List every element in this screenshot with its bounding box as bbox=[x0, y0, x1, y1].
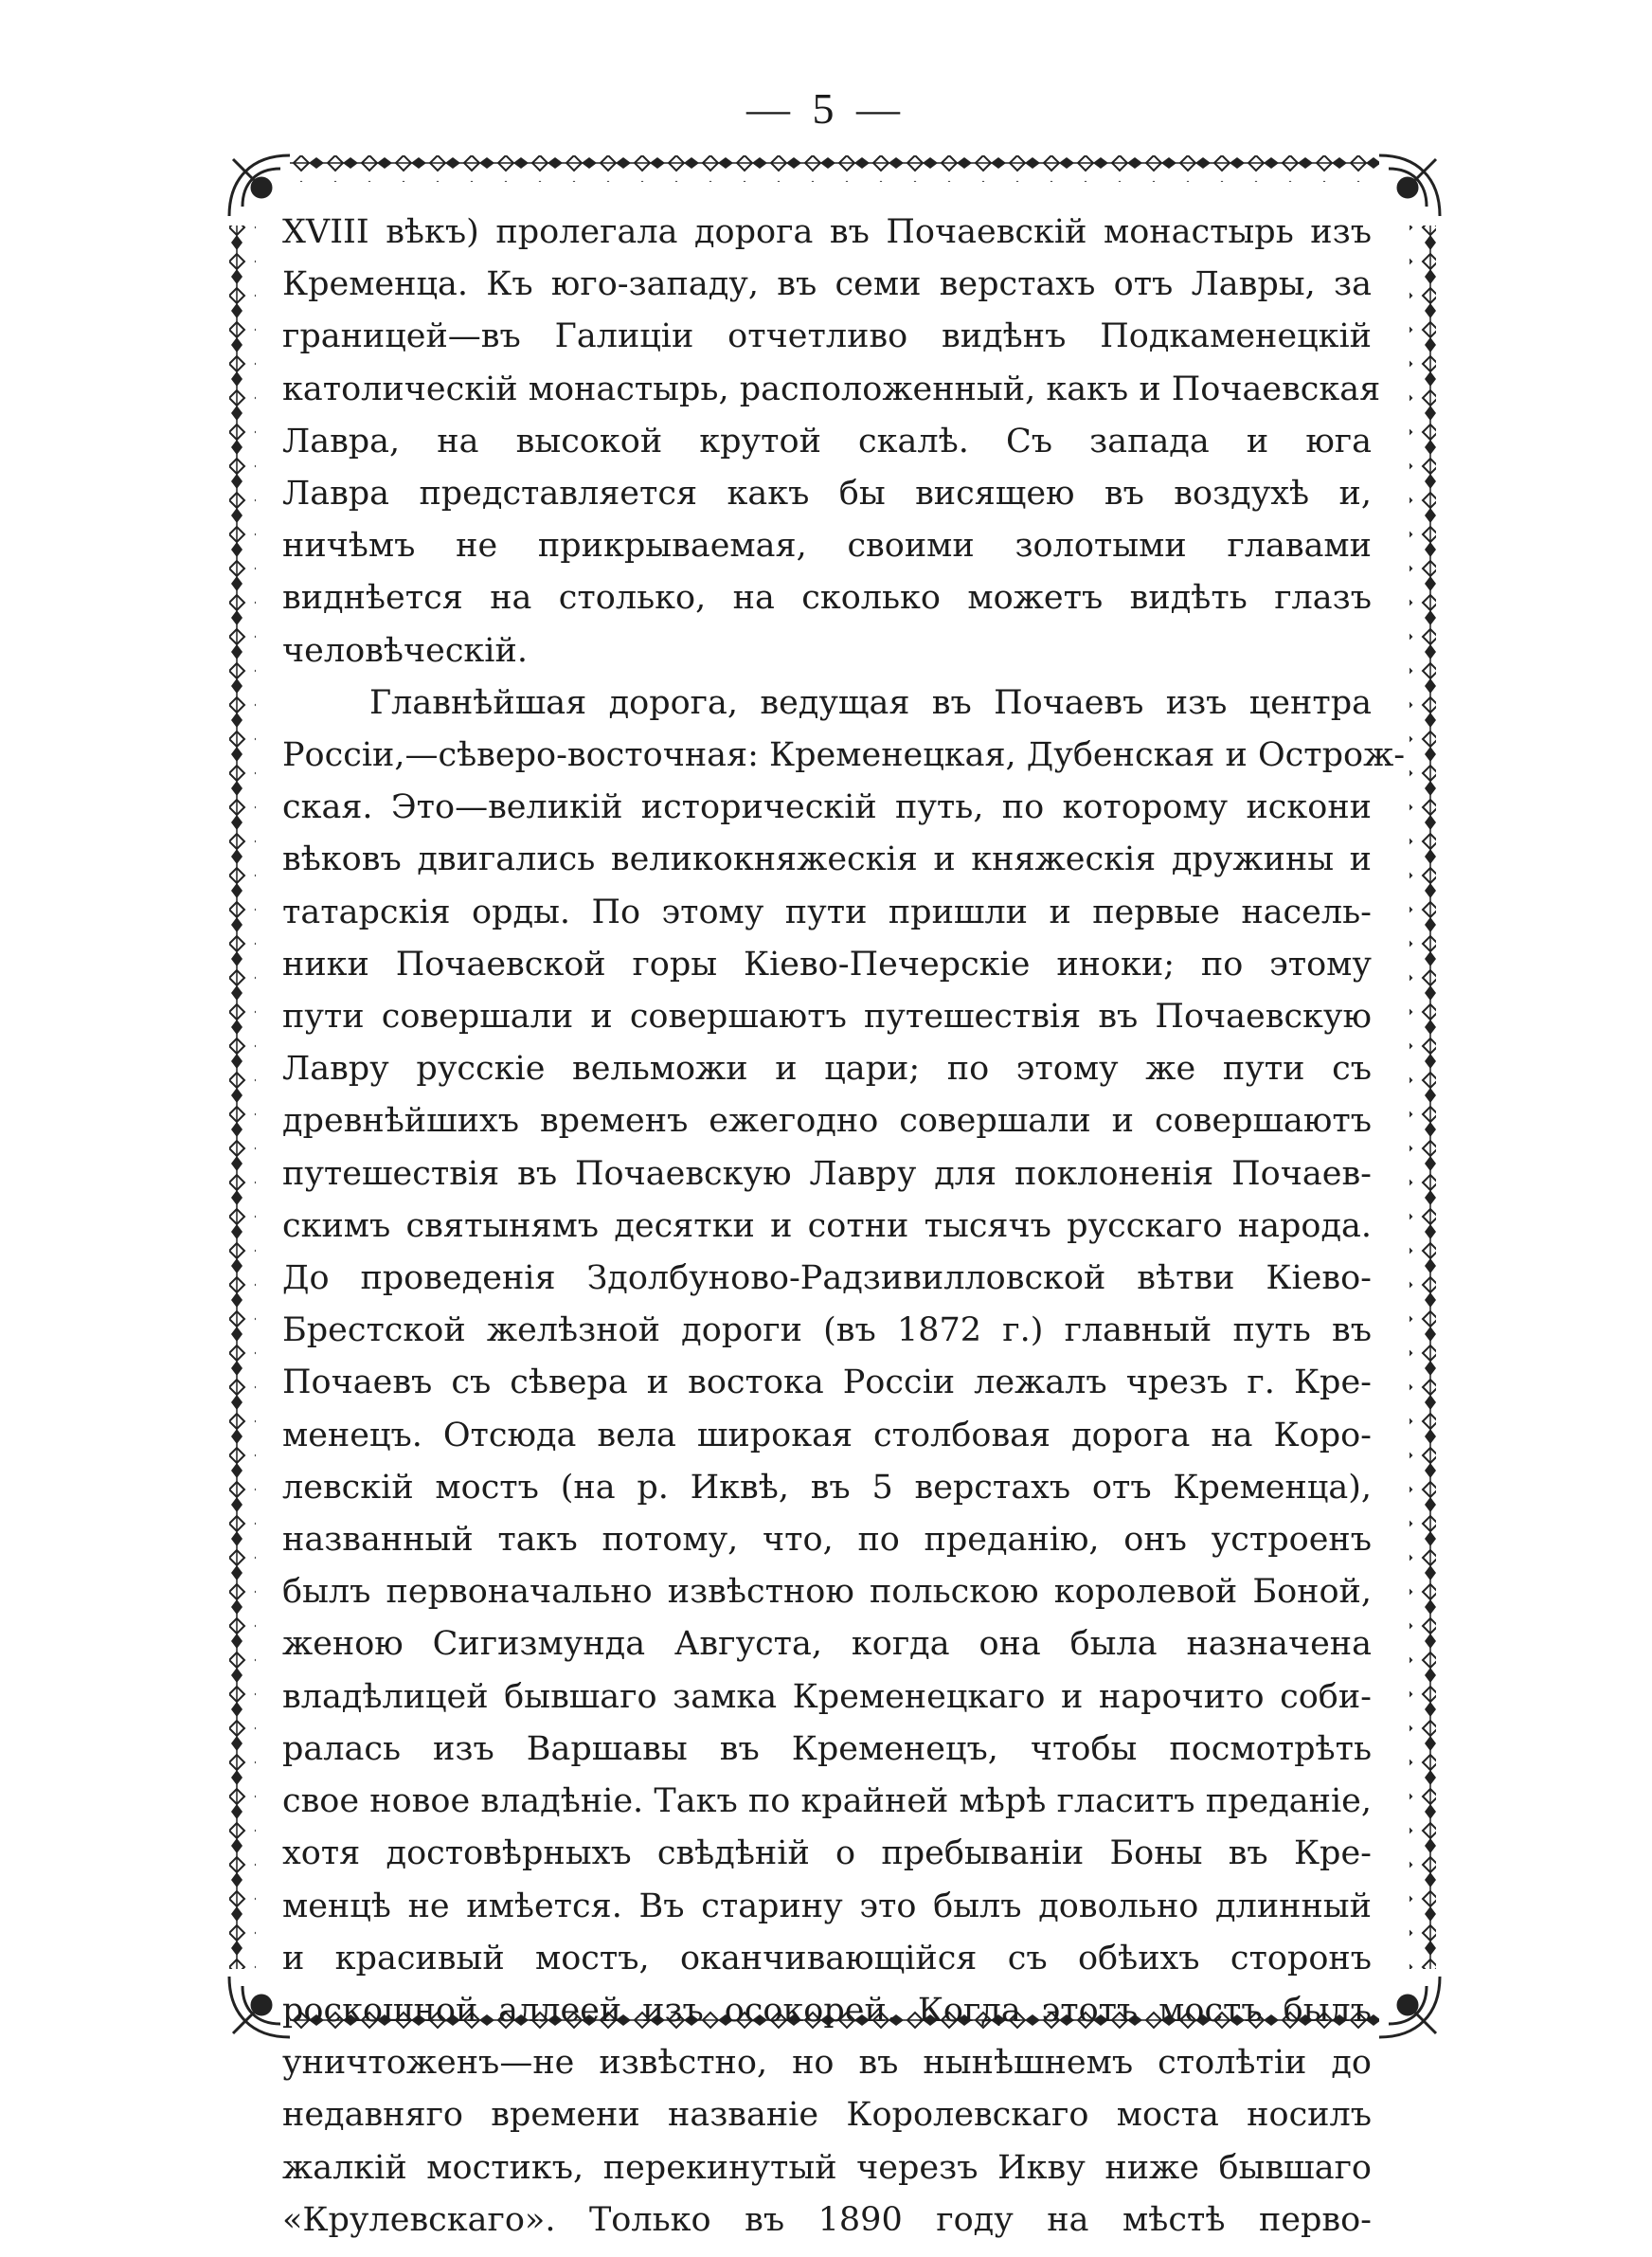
text-line: свое новое владѣніе. Такъ по крайней мѣрѣ гласитъ преданіе, bbox=[282, 1782, 1372, 1821]
text-line: женою Сигизмунда Августа, когда она была назначена bbox=[282, 1625, 1372, 1664]
text-line: Лавру русскіе вельможи и цари; по этому же пути съ bbox=[282, 1050, 1372, 1089]
text-line: названный такъ потому, что, по преданію, онъ устроенъ bbox=[282, 1521, 1372, 1560]
text-line: татарскія орды. По этому пути пришли и первые насель- bbox=[282, 893, 1372, 931]
text-line: древнѣйшихъ временъ ежегодно совершали и совершаютъ bbox=[282, 1102, 1372, 1141]
text-line: человѣческій. bbox=[282, 631, 528, 670]
right-border-band bbox=[1410, 226, 1436, 1969]
text-line: недавняго времени названіе Королевскаго моста носилъ bbox=[282, 2096, 1372, 2135]
text-line: вѣковъ двигались великокняжескія и княжескія дружины и bbox=[282, 840, 1372, 879]
text-line: и красивый мостъ, оканчивающійся съ обѣихъ сторонъ bbox=[282, 1939, 1372, 1977]
corner-ornament-bottom-right bbox=[1379, 1977, 1440, 2037]
text-line: ники Почаевской горы Кіево-Печерскіе иноки; по этому bbox=[282, 945, 1372, 984]
text-line: хотя достовѣрныхъ свѣдѣній о пребываніи Боны въ Кре- bbox=[282, 1834, 1372, 1873]
corner-ornament-bottom-left bbox=[229, 1977, 290, 2037]
text-line: ничѣмъ не прикрываемая, своими золотыми главами bbox=[282, 527, 1372, 566]
text-line: Брестской желѣзной дороги (въ 1872 г.) главный путь въ bbox=[282, 1311, 1372, 1350]
corner-ornament-top-left bbox=[229, 155, 290, 216]
top-border-band bbox=[290, 155, 1379, 182]
text-line: До проведенія Здолбуново-Радзивилловской вѣтви Кіево- bbox=[282, 1259, 1372, 1298]
text-line: левскій мостъ (на р. Иквѣ, въ 5 верстахъ отъ Кременца), bbox=[282, 1468, 1372, 1507]
text-line: роскошной аллеей изъ осокорей. Когда этотъ мостъ былъ bbox=[282, 1991, 1372, 2030]
text-line: жалкій мостикъ, перекинутый черезъ Икву ниже бывшаго bbox=[282, 2148, 1372, 2187]
text-line: менецъ. Отсюда вела широкая столбовая дорога на Коро- bbox=[282, 1416, 1372, 1454]
text-line: католическій монастырь, расположенный, какъ и Почаевская bbox=[282, 370, 1381, 408]
text-line: ская. Это—великій историческій путь, по которому искони bbox=[282, 788, 1372, 827]
text-line: виднѣется на столько, на сколько можетъ видѣть глазъ bbox=[282, 579, 1372, 618]
text-line: Кременца. Къ юго-западу, въ семи верстахъ отъ Лавры, за bbox=[282, 265, 1372, 304]
text-line: былъ первоначально извѣстною польскою королевой Боной, bbox=[282, 1573, 1372, 1612]
text-line: Россіи,—сѣверо-восточная: Кременецкая, Дубенская и Острож- bbox=[282, 736, 1406, 775]
text-line: Почаевъ съ сѣвера и востока Россіи лежалъ чрезъ г. Кре- bbox=[282, 1363, 1372, 1402]
text-line: уничтоженъ—не извѣстно, но въ нынѣшнемъ столѣтіи до bbox=[282, 2044, 1372, 2083]
text-line: скимъ святынямъ десятки и сотни тысячъ русскаго народа. bbox=[282, 1206, 1372, 1245]
text-line: менцѣ не имѣется. Въ старину это былъ довольно длинный bbox=[282, 1887, 1372, 1925]
text-line: Лавра, на высокой крутой скалѣ. Съ запада и юга bbox=[282, 422, 1372, 460]
text-line: путешествія въ Почаевскую Лавру для поклоненія Почаев- bbox=[282, 1154, 1372, 1193]
page-number: — 5 — bbox=[746, 84, 906, 133]
text-line: пути совершали и совершаютъ путешествія въ Почаевскую bbox=[282, 998, 1372, 1037]
left-border-band bbox=[229, 226, 256, 1969]
text-line: владѣлицей бывшаго замка Кременецкаго и нарочито соби- bbox=[282, 1677, 1372, 1716]
text-line: ралась изъ Варшавы въ Кременецъ, чтобы посмотрѣть bbox=[282, 1729, 1372, 1768]
text-line: «Крулевскаго». Только въ 1890 году на мѣстѣ перво- bbox=[282, 2200, 1372, 2239]
text-line: Лавра представляется какъ бы висящею въ воздухѣ и, bbox=[282, 475, 1372, 514]
text-line: границей—въ Галиціи отчетливо видѣнъ Подкаменецкій bbox=[282, 317, 1372, 356]
corner-ornament-top-right bbox=[1379, 155, 1440, 216]
paragraph-start-line: Главнѣйшая дорога, ведущая въ Почаевъ изъ центра bbox=[369, 683, 1372, 722]
text-line: XVIII вѣкъ) пролегала дорога въ Почаевскій монастырь изъ bbox=[282, 213, 1372, 251]
page-text bbox=[282, 207, 1406, 2247]
